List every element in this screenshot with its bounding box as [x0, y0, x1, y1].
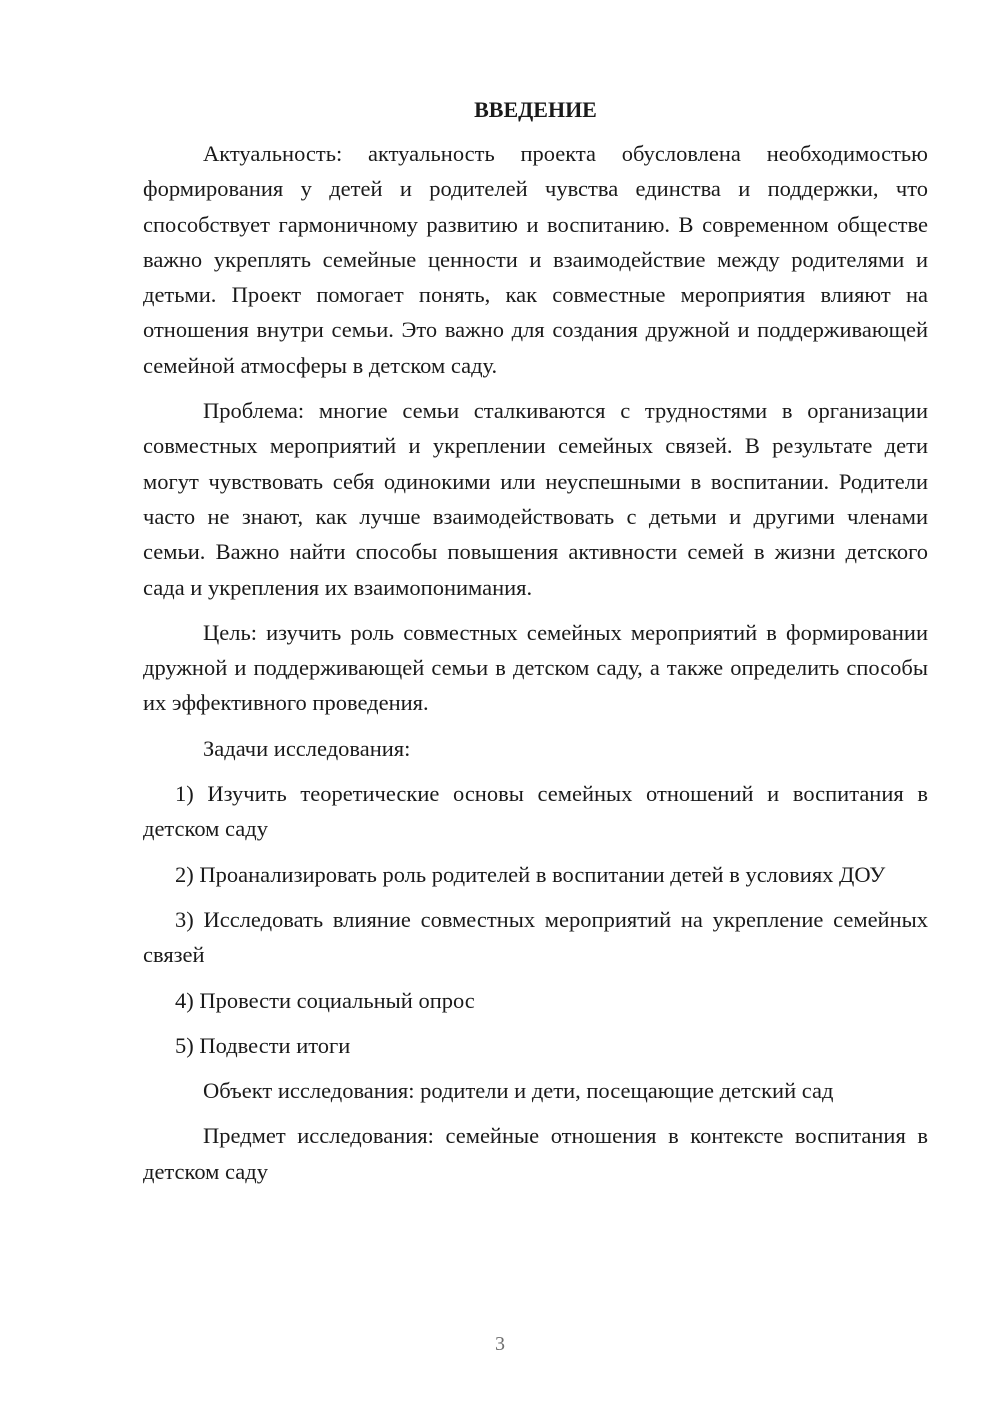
object-paragraph: Объект исследования: родители и дети, посещающие детский сад	[203, 1078, 834, 1104]
task-item-2: 2) Проанализировать роль родителей в воспитании детей в условиях ДОУ	[175, 861, 886, 887]
task-item-3: 3) Исследовать влияние совместных мероприятий на укрепление семейных связей	[143, 906, 928, 968]
task-item-5: 5) Подвести итоги	[175, 1032, 351, 1058]
goal-paragraph: Цель: изучить роль совместных семейных мероприятий в формировании дружной и поддерживающей семьи в детском саду, а также определить способы их эффективного проведения.	[143, 619, 928, 716]
task-item-4: 4) Провести социальный опрос	[175, 987, 475, 1013]
problem-paragraph: Проблема: многие семьи сталкиваются с трудностями в организации совместных мероприятий и укреплении семейных связей. В результате дети могут чувствовать себя одинокими или неуспешными в воспитании. Родители часто не знают, как лучше взаимодействовать с детьми и другими членами семьи. Важно найти способы повышения активности семей в жизни детского сада и укрепления их взаимопонимания.	[143, 398, 928, 600]
tasks-heading: Задачи исследования:	[203, 735, 411, 761]
relevance-paragraph: Актуальность: актуальность проекта обусловлена необходимостью формирования у детей и родителей чувства единства и поддержки, что способствует гармоничному развитию и воспитанию. В современном обществе важно укреплять семейные ценности и взаимодействие между родителями и детьми. Проект помогает понять, как совместные мероприятия влияют на отношения внутри семьи. Это важно для создания дружной и поддерживающей семейной атмосферы в детском саду.	[143, 141, 928, 378]
page-title: ВВЕДЕНИЕ	[474, 97, 597, 122]
task-item-1: 1) Изучить теоретические основы семейных отношений и воспитания в детском саду	[143, 781, 928, 842]
document-page	[143, 93, 928, 1199]
page-number: 3	[495, 1333, 505, 1355]
subject-paragraph: Предмет исследования: семейные отношения в контексте воспитания в детском саду	[143, 1123, 928, 1184]
